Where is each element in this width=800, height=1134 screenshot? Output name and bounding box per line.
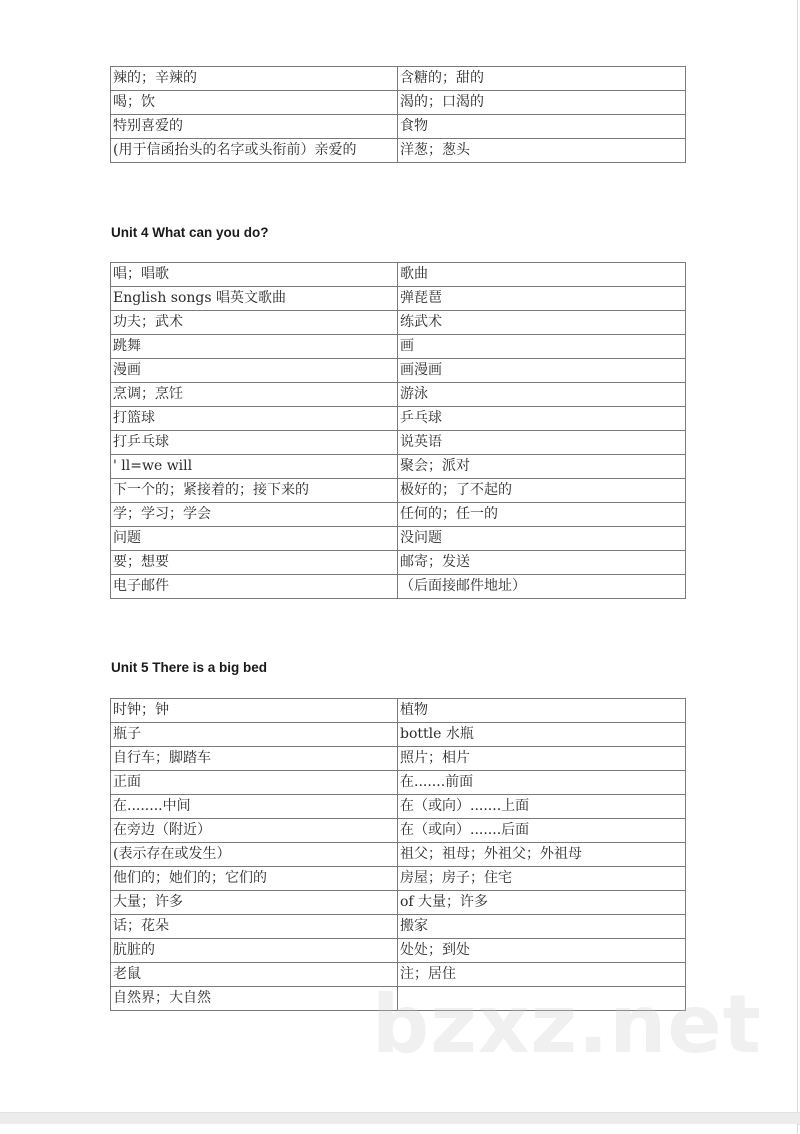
table-cell: 在........中间 — [111, 795, 398, 819]
table-row — [111, 67, 686, 91]
table-cell: 学；学习；学会 — [111, 503, 398, 527]
table-cell: 自行车；脚踏车 — [111, 747, 398, 771]
table-cell: 喝；饮 — [111, 91, 398, 115]
table-cell: 漫画 — [111, 359, 398, 383]
table-row — [111, 939, 686, 963]
unit4-heading: Unit 4 What can you do? — [111, 225, 269, 240]
table-row — [111, 479, 686, 503]
next-page-top — [0, 1124, 798, 1134]
table-row — [111, 699, 686, 723]
table-row — [111, 867, 686, 891]
table-cell: bottle 水瓶 — [398, 723, 686, 747]
table-row — [111, 915, 686, 939]
table-cell: 祖父；祖母；外祖父；外祖母 — [398, 843, 686, 867]
watermark: bzxz.net — [372, 978, 762, 1071]
table-cell: 弹琵琶 — [398, 287, 686, 311]
table-cell — [398, 987, 686, 1011]
table-cell: English songs 唱英文歌曲 — [111, 287, 398, 311]
table-cell: 自然界；大自然 — [111, 987, 398, 1011]
table-cell: 乒乓球 — [398, 407, 686, 431]
table-cell: 任何的；任一的 — [398, 503, 686, 527]
table-row — [111, 819, 686, 843]
table-cell: 房屋；房子；住宅 — [398, 867, 686, 891]
table-cell: 画 — [398, 335, 686, 359]
table-cell: 大量；许多 — [111, 891, 398, 915]
table-row — [111, 795, 686, 819]
table-row — [111, 527, 686, 551]
unit5-heading: Unit 5 There is a big bed — [111, 660, 268, 675]
table-cell: 注；居住 — [398, 963, 686, 987]
table-cell: 要；想要 — [111, 551, 398, 575]
table-cell: 瓶子 — [111, 723, 398, 747]
table-cell: 歌曲 — [398, 263, 686, 287]
table-cell: 渴的；口渴的 — [398, 91, 686, 115]
table-cell: 烹调；烹饪 — [111, 383, 398, 407]
table-cell: 植物 — [398, 699, 686, 723]
table-cell: 电子邮件 — [111, 575, 398, 599]
table-cell: 打篮球 — [111, 407, 398, 431]
table-cell: 在.......前面 — [398, 771, 686, 795]
table-cell: （后面接邮件地址） — [398, 575, 686, 599]
table-cell: 正面 — [111, 771, 398, 795]
table-cell: 说英语 — [398, 431, 686, 455]
table-cell: 唱；唱歌 — [111, 263, 398, 287]
table-row — [111, 747, 686, 771]
table-cell: 聚会；派对 — [398, 455, 686, 479]
table-row — [111, 551, 686, 575]
table-cell: 话；花朵 — [111, 915, 398, 939]
table-row — [111, 431, 686, 455]
table-cell: 时钟；钟 — [111, 699, 398, 723]
table-cell: 辣的；辛辣的 — [111, 67, 398, 91]
table-cell: 洋葱；葱头 — [398, 139, 686, 163]
table-cell: (表示存在或发生） — [111, 843, 398, 867]
unit5-vocab-table — [110, 698, 686, 1011]
table-cell: 功夫；武术 — [111, 311, 398, 335]
table-row — [111, 335, 686, 359]
table-cell: 搬家 — [398, 915, 686, 939]
table-row — [111, 963, 686, 987]
table-cell: 处处；到处 — [398, 939, 686, 963]
table-row — [111, 263, 686, 287]
table-row — [111, 359, 686, 383]
table-cell: 邮寄；发送 — [398, 551, 686, 575]
table-row — [111, 771, 686, 795]
table-cell: 在旁边（附近） — [111, 819, 398, 843]
table-cell: 练武术 — [398, 311, 686, 335]
table-cell: 在（或向）.......后面 — [398, 819, 686, 843]
table-row — [111, 575, 686, 599]
table-cell: 含糖的；甜的 — [398, 67, 686, 91]
unit4-vocab-table — [110, 262, 686, 599]
table-row — [111, 115, 686, 139]
table-cell: 游泳 — [398, 383, 686, 407]
table-row — [111, 891, 686, 915]
table-cell: 极好的；了不起的 — [398, 479, 686, 503]
table-cell: 他们的；她们的；它们的 — [111, 867, 398, 891]
table-cell: ' ll=we will — [111, 455, 398, 479]
table-row — [111, 503, 686, 527]
table-row — [111, 987, 686, 1011]
table-cell: 没问题 — [398, 527, 686, 551]
table-row — [111, 383, 686, 407]
table-cell: 在（或向）.......上面 — [398, 795, 686, 819]
table-row — [111, 843, 686, 867]
table-row — [111, 287, 686, 311]
table-row — [111, 723, 686, 747]
table-cell: 跳舞 — [111, 335, 398, 359]
table-cell: (用于信函抬头的名字或头衔前）亲爱的 — [111, 139, 398, 163]
vocab-table-continued — [110, 66, 686, 163]
table-row — [111, 455, 686, 479]
table-cell: 问题 — [111, 527, 398, 551]
table-cell: 老鼠 — [111, 963, 398, 987]
table-row — [111, 139, 686, 163]
table-row — [111, 407, 686, 431]
table-cell: 肮脏的 — [111, 939, 398, 963]
table-row — [111, 311, 686, 335]
table-cell: 照片；相片 — [398, 747, 686, 771]
table-cell: 下一个的；紧接着的；接下来的 — [111, 479, 398, 503]
table-cell: 食物 — [398, 115, 686, 139]
table-cell: of 大量；许多 — [398, 891, 686, 915]
table-cell: 特别喜爱的 — [111, 115, 398, 139]
table-cell: 打乒乓球 — [111, 431, 398, 455]
table-row — [111, 91, 686, 115]
table-cell: 画漫画 — [398, 359, 686, 383]
